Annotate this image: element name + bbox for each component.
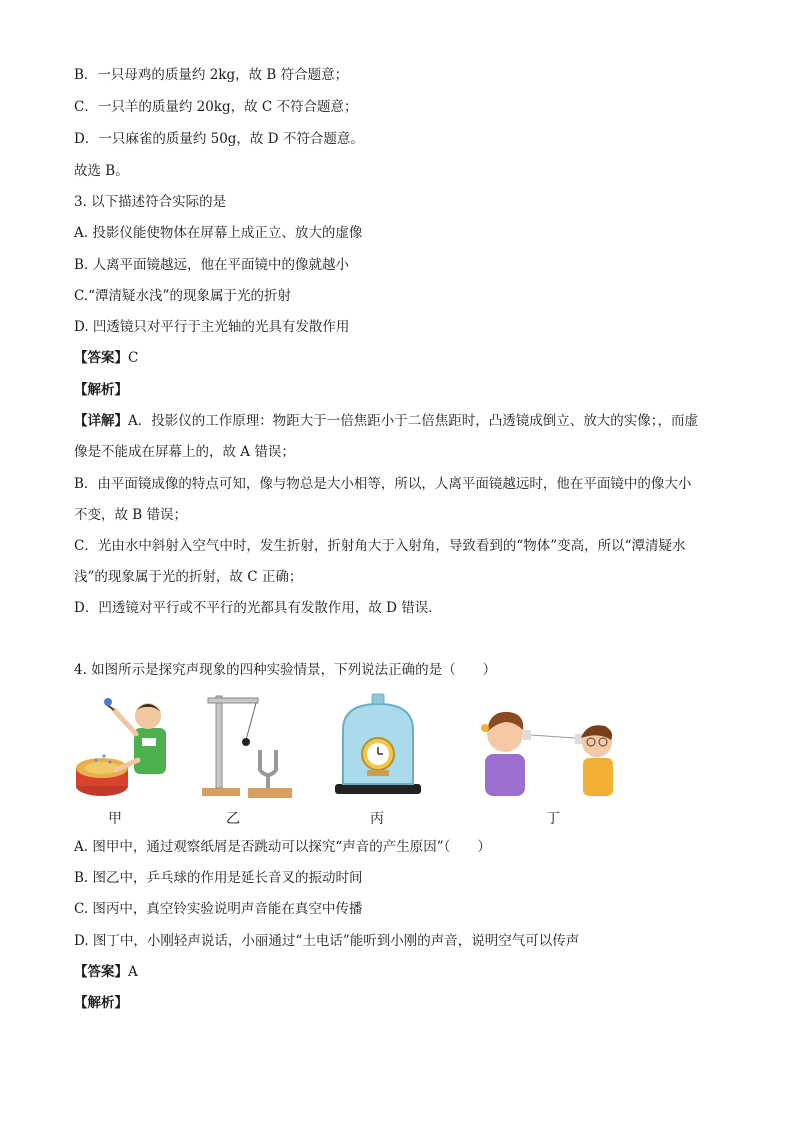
q3-answer bbox=[74, 349, 138, 367]
q3-analysis-tag bbox=[74, 381, 128, 399]
q3-stem: 3. 以下描述符合实际的是 bbox=[74, 194, 227, 210]
tuning-fork-illustration bbox=[194, 690, 304, 802]
analysis-tag: 【解析】 bbox=[74, 995, 128, 1011]
answer-value: A bbox=[128, 964, 138, 980]
q4-answer bbox=[74, 963, 138, 981]
figure-label-bing: 丙 bbox=[370, 811, 384, 827]
q4-option-d: D. 图丁中，小刚轻声说话，小丽通过“土电话”能听到小刚的声音，说明空气可以传声 bbox=[74, 933, 580, 949]
q4-option-a: A. 图甲中，通过观察纸屑是否跳动可以探究“声音的产生原因”（ ） bbox=[74, 839, 491, 855]
bell-jar-illustration bbox=[329, 690, 429, 802]
q3-detail-a-1 bbox=[74, 412, 698, 430]
figure-label-yi: 乙 bbox=[226, 811, 240, 827]
q4-analysis-tag bbox=[74, 994, 128, 1012]
detail-a-text: A．投影仪的工作原理：物距大于一倍焦距小于二倍焦距时，凸透镜成倒立、放大的实像；，而虚 bbox=[128, 413, 698, 429]
prev-option-b: B．一只母鸡的质量约 2kg，故 B 符合题意； bbox=[74, 67, 349, 83]
detail-tag: 【详解】 bbox=[74, 413, 128, 429]
q3-detail-b-1: B．由平面镜成像的特点可知，像与物总是大小相等，所以，人离平面镜越远时，他在平面镜中的像大小 bbox=[74, 476, 692, 492]
string-telephone-illustration bbox=[469, 694, 629, 806]
answer-tag: 【答案】 bbox=[74, 350, 128, 366]
answer-tag: 【答案】 bbox=[74, 964, 128, 980]
q4-option-c: C. 图丙中，真空铃实验说明声音能在真空中传播 bbox=[74, 901, 363, 917]
prev-option-d: D．一只麻雀的质量约 50g，故 D 不符合题意。 bbox=[74, 131, 364, 147]
drum-experiment-illustration bbox=[74, 690, 174, 802]
prev-option-c: C．一只羊的质量约 20kg，故 C 不符合题意； bbox=[74, 99, 358, 115]
q3-option-d: D. 凹透镜只对平行于主光轴的光具有发散作用 bbox=[74, 319, 350, 335]
q3-option-b: B. 人离平面镜越远，他在平面镜中的像就越小 bbox=[74, 257, 350, 273]
q4-figure bbox=[74, 690, 654, 830]
figure-label-jia: 甲 bbox=[108, 811, 122, 827]
q4-option-b: B. 图乙中，乒乓球的作用是延长音叉的振动时间 bbox=[74, 870, 363, 886]
q3-detail-c-1: C．光由水中斜射入空气中时，发生折射，折射角大于入射角，导致看到的“物体”变高，所以“潭清疑水 bbox=[74, 538, 686, 554]
q4-stem: 4. 如图所示是探究声现象的四种实验情景，下列说法正确的是（ ） bbox=[74, 662, 497, 678]
q3-detail-a-2: 像是不能成在屏幕上的，故 A 错误； bbox=[74, 444, 295, 460]
analysis-tag: 【解析】 bbox=[74, 382, 128, 398]
figure-label-ding: 丁 bbox=[546, 811, 560, 827]
q3-option-c: C.“潭清疑水浅”的现象属于光的折射 bbox=[74, 288, 291, 304]
q3-detail-c-2: 浅”的现象属于光的折射，故 C 正确； bbox=[74, 569, 303, 585]
prev-choice: 故选 B。 bbox=[74, 163, 129, 179]
q3-detail-b-2: 不变，故 B 错误； bbox=[74, 507, 188, 523]
q3-detail-d: D．凹透镜对平行或不平行的光都具有发散作用，故 D 错误． bbox=[74, 600, 442, 616]
answer-value: C bbox=[128, 350, 139, 366]
q3-option-a: A. 投影仪能使物体在屏幕上成正立、放大的虚像 bbox=[74, 225, 363, 241]
